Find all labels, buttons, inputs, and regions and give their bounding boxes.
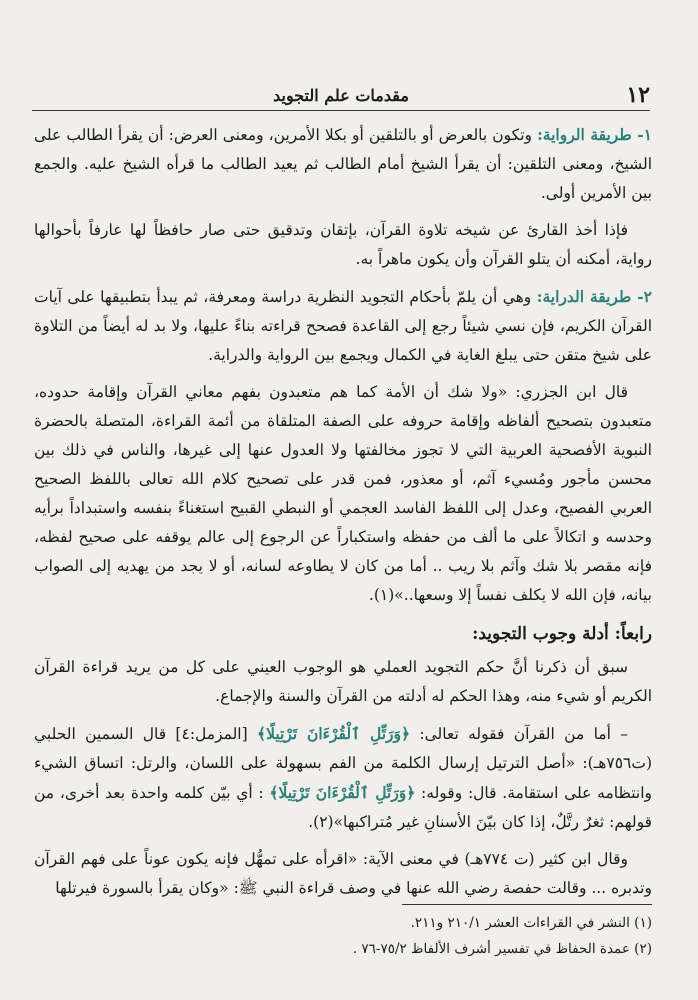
diraya-label: ٢- طريقة الدراية: — [536, 287, 652, 306]
paragraph-ibn-jazari: قال ابن الجزري: «ولا شك أن الأمة كما هم متعبدون بفهم معاني القرآن وإقامة حدوده، متعبدون بتصحيح ألفاظه وإقامة حروفه على الصفة المتلقاة من أئمة القراءة، المتصلة بالحضرة النبوية الأفصحية العربية التي لا تجوز مخالفتها ولا العدول عنها إلى غيرها، والناس في ذلك بين محسن مأجور ومُسيء آثم، أو معذور، فمن قدر على تصحيح كلام الله تعالى باللفظ الصحيح العربي الفصيح، وعدل إلى اللفظ الفاسد العجمي أو النبطي القبيح استغناءً بنفسه واستبداداً برأيه وحدسه و اتكالاً على ما ألف من حفظه واستكباراً عن الرجوع إلى عالم يوقفه على صحيح لفظه، فإنه مقصر بلا شك وآثم بلا ريب .. أما من كان لا يطاوعه لسانه، أو لا يجد من يهديه إلى الصواب بيانه، فإن الله لا يكلف نفساً إلا وسعها..»(١). — [34, 383, 652, 604]
running-title: مقدمات علم التجويد — [273, 86, 409, 105]
samin-halabi-quote: [المزمل:٤] قال السمين الحلبي (ت٧٥٦هـ): «أصل الترتيل إرسال الكلمة من الفم بسهولة على اللسان، والرتل: اتساق الشيء وانتظامه على استقامة. قال: وقوله: — [34, 725, 652, 802]
quran-verse: ﴿وَرَتِّلِ ٱلْقُرْءَانَ تَرْتِيلًا﴾ — [257, 724, 411, 743]
riwaya-text: وتكون بالعرض أو بالتلقين أو بكلا الأمرين، ومعنى العرض: أن يقرأ الطالب على الشيخ، ومعنى التلقين: أن يقرأ الشيخ أمام الطالب ثم يعيد الطالب ما قرأه الشيخ عليه. والجمع بين الأمرين أولى. — [34, 126, 652, 202]
running-header — [32, 82, 650, 106]
paragraph-riwaya — [34, 120, 652, 208]
main-text — [34, 120, 652, 903]
paragraph-hukm: سبق أن ذكرنا أنَّ حكم التجويد العملي هو الوجوب العيني على كل من يريد قراءة القرآن الكريم أو شيء منه، وهذا الحكم له أدلته من القرآن والسنة والإجماع. — [34, 658, 652, 705]
footnote-2: (٢) عمدة الحفاظ في تفسير أشرف الألفاظ ٧٥/٢-٧٦ . — [352, 941, 652, 957]
quran-verse-repeat: ﴿وَرَتِّلِ ٱلْقُرْءَانَ تَرْتِيلًا﴾ — [269, 783, 416, 802]
riwaya-label: ١- طريقة الرواية: — [537, 125, 652, 144]
page-number: ١٢ — [626, 82, 650, 108]
paragraph-quran-evidence — [34, 719, 652, 837]
paragraph-ibn-kathir: وقال ابن كثير (ت ٧٧٤هـ) في معنى الآية: «اقرأه على تمهُّل فإنه يكون عوناً على فهم القرآن وتدبره ... وقالت حفصة رضي الله عنها في وصف قراءة النبي ﷺ: «وكان يقرأ بالسورة فيرتلها — [34, 850, 652, 897]
section-heading: رابعاً: أدلة وجوب التجويد: — [472, 624, 652, 644]
samin-halabi-quote-end: : أي بيّن كلمه واحدة بعد أخرى، من قولهم: ثغرٌ رتَّلٌ، إذا كان بيّنَ الأسنانِ غير مُتراكبها»(٢). — [34, 784, 652, 831]
paragraph-diraya — [34, 282, 652, 370]
quran-evidence-intro: – أما من القرآن فقوله تعالى: — [419, 725, 628, 743]
footnote-1: (١) النشر في القراءات العشر ٢١٠/١ و٢١١. — [410, 915, 652, 931]
header-divider — [32, 110, 650, 111]
paragraph-qari: فإذا أخذ القارئ عن شيخه تلاوة القرآن، بإتقان وتدقيق حتى صار حافظاً لها عارفاً بأحوالها رواية، أمكنه أن يتلو القرآن وأن يكون ماهراً به. — [34, 221, 652, 268]
footnote-divider — [402, 904, 652, 905]
diraya-text: وهي أن يلمّ بأحكام التجويد النظرية دراسة ومعرفة، ثم يبدأ بتطبيقها على آيات القرآن الكريم، فإن نسي شيئاً رجع إلى القاعدة فصحح قراءته بناءً عليها، ولا بد له أيضاً من التلاوة على شيخ متقن حتى يبلغ الغاية في الكمال ويجمع بين الرواية والدراية. — [34, 288, 652, 364]
footnotes — [34, 910, 652, 962]
